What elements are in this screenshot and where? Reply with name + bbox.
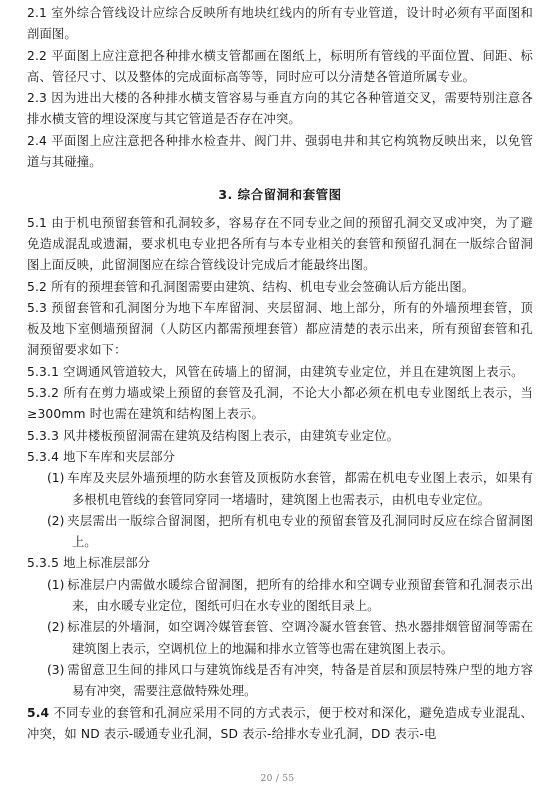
paragraph-2-2: 2.2 平面图上应注意把各种排水横支管都画在图纸上，标明所有管线的平面位置、间距、标高、管径尺寸、以及整体的完成面标高等等，同时应可以分清楚各管道所属专业。	[27, 48, 533, 84]
subheading-5-3-4: 5.3.4 地下车库和夹层部分	[27, 449, 176, 464]
list-item-text: 车库及夹层外墙预埋的防水套管及顶板防水套管，都需在机电专业图上表示，如果有多根机电管线的套管同穿同一堵墙时，建筑图上也需表示，由机电专业定位。	[67, 471, 533, 507]
list-item	[27, 468, 533, 511]
paragraph-5-4	[27, 703, 533, 746]
paragraph-2-4: 2.4 平面图上应注意把各种排水检查井、阀门井、强弱电井和其它构筑物反映出来，以免管道与其碰撞。	[27, 133, 533, 170]
list-item-number: (1)	[47, 471, 65, 486]
list-item	[27, 575, 533, 618]
list-item-text: 需留意卫生间的排风口与建筑饰线是否有冲突，特备是首层和顶层特殊户型的地方容易有冲突，需要注意做特殊处理。	[67, 662, 533, 699]
list-item-number: (3)	[47, 662, 65, 677]
list-item-text: 标准层户内需做水暖综合留洞图，把所有的给排水和空调专业预留套管和孔洞表示出来，由水暖专业定位，图纸可归在水专业的图纸目录上。	[67, 577, 533, 614]
list-item-text: 标准层的外墙洞，如空调冷媒管套管、空调冷凝水管套管、热水器排烟管留洞等需在建筑图上表示，空调机位上的地漏和排水立管等也需在建筑图上表示。	[67, 620, 533, 656]
document-body	[27, 3, 533, 745]
paragraph-5-2: 5.2 所有的预埋套管和孔洞图需要由建筑、结构、机电专业会签确认后方能出图。	[27, 279, 475, 294]
paragraph-2-3: 2.3 因为进出大楼的各种排水横支管容易与垂直方向的其它各种管道交叉，需要特别注意各排水横支管的埋设深度与其它管道是否存在冲突。	[27, 91, 533, 127]
paragraph-5-3-2: 5.3.2 所有在剪力墙或梁上预留的套管及孔洞，不论大小都必须在机电专业图纸上表示，当≥300mm 时也需在建筑和结构图上表示。	[27, 386, 533, 422]
list-item	[27, 617, 533, 660]
list-item-text: 夹层需出一版综合留洞图，把所有机电专业的预留套管及孔洞同时反应在综合留洞图上。	[67, 513, 533, 550]
paragraph-5-4-text: 不同专业的套管和孔洞应采用不同的方式表示，便于校对和深化，避免造成专业混乱、冲突，如 ND 表示-暖通专业孔洞，SD 表示-给排水专业孔洞，DD 表示-电	[27, 705, 533, 741]
list-item-number: (1)	[47, 577, 65, 592]
list-item	[27, 511, 533, 554]
section-heading: 3. 综合留洞和套管图	[218, 187, 342, 203]
list-item-number: (2)	[47, 620, 65, 635]
list-item-number: (2)	[47, 513, 65, 528]
subheading-5-3-5: 5.3.5 地上标准层部分	[27, 556, 151, 571]
page-indicator: 20 / 55	[260, 774, 295, 784]
paragraph-2-1: 2.1 室外综合管线设计应综合反映所有地块红线内的所有专业管道，设计时必须有平面图和剖面图。	[27, 6, 533, 42]
paragraph-5-1: 5.1 由于机电预留套管和孔洞较多，容易存在不同专业之间的预留孔洞交叉或冲突，为了避免造成混乱或遗漏，要求机电专业把各所有与本专业相关的套管和预留孔洞在一版综合留洞图上面反映，此留洞图应在综合管线设计完成后才能最终出图。	[27, 215, 533, 273]
paragraph-5-3: 5.3 预留套管和孔洞图分为地下车库留洞、夹层留洞、地上部分，所有的外墙预埋套管，顶板及地下室侧墙预留洞（人防区内都需预埋套管）都应清楚的表示出来，所有预留套管和孔洞预留要求如下：	[27, 300, 533, 358]
list-item	[27, 660, 533, 703]
paragraph-5-4-number: 5.4	[27, 705, 50, 720]
paragraph-5-3-1: 5.3.1 空调通风管道较大，风管在砖墙上的留洞，由建筑专业定位，并且在建筑图上表示。	[27, 364, 524, 379]
paragraph-5-3-3: 5.3.3 风井楼板预留洞需在建筑及结构图上表示，由建筑专业定位。	[27, 428, 400, 443]
